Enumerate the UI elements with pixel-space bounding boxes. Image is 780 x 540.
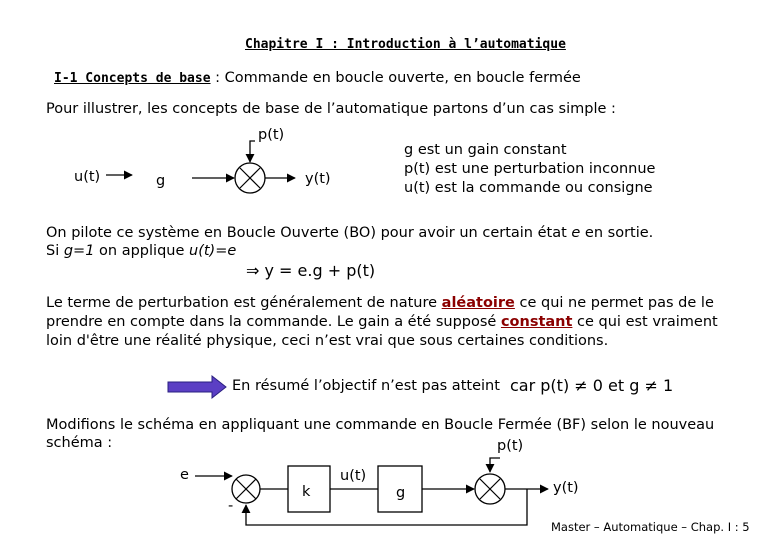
summing-junction-2 xyxy=(475,474,505,504)
diag1-g-label: g xyxy=(156,173,166,189)
summary-arrow-icon xyxy=(168,376,226,398)
bo-line-2-b: on applique xyxy=(94,243,189,259)
diag2-e-label: e xyxy=(180,467,189,483)
diag1-u-label: u(t) xyxy=(74,169,101,185)
diag1-y-label: y(t) xyxy=(305,171,331,187)
bo-u: u(t)=e xyxy=(189,243,237,259)
perturb-line-2 xyxy=(46,313,718,331)
summing-junction-1 xyxy=(235,163,265,193)
footer-text: Master – Automatique – Chap. I : 5 xyxy=(551,520,750,534)
bf-line-2: schéma : xyxy=(46,435,113,451)
summary-text: En résumé l’objectif n’est pas atteint xyxy=(232,378,500,394)
diag2-u-label: u(t) xyxy=(340,468,367,484)
section-subtitle: : Commande en boucle ouverte, en boucle fermée xyxy=(210,70,581,86)
bo-equation: ⇒ y = e.g + p(t) xyxy=(246,261,376,280)
constant-highlight: constant xyxy=(500,314,573,330)
perturb-line-2-b: ce qui est vraiment xyxy=(572,314,718,330)
p-input-arrow xyxy=(250,141,255,162)
legend-command: u(t) est la commande ou consigne xyxy=(404,180,653,196)
bo-g: g=1 xyxy=(63,243,95,259)
summary-condition: car p(t) ≠ 0 et g ≠ 1 xyxy=(510,376,674,395)
section-number-title: I-1 Concepts de base xyxy=(54,71,211,86)
diag2-g-label: g xyxy=(396,485,406,501)
chapter-title: Chapitre I : Introduction à l’automatique xyxy=(245,37,566,52)
bf-line-1: Modifions le schéma en appliquant une commande en Boucle Fermée (BF) selon le nouveau xyxy=(46,417,715,433)
perturb-line-3: loin d'être une réalité physique, ceci n’est vrai que sous certaines conditions. xyxy=(46,333,609,349)
diag2-y-label: y(t) xyxy=(553,480,579,496)
perturb-line-1-b: ce qui ne permet pas de le xyxy=(514,295,714,311)
perturb-line-1-a: Le terme de perturbation est généralement de nature xyxy=(46,295,442,311)
bo-line-1-a: On pilote ce système en Boucle Ouverte (BO) pour avoir un certain état xyxy=(46,225,572,241)
perturb-line-1 xyxy=(46,294,714,312)
intro-text: Pour illustrer, les concepts de base de l’automatique partons d’un cas simple : xyxy=(46,101,616,117)
bo-line-2 xyxy=(46,242,236,260)
p2-input-arrow xyxy=(490,458,500,472)
bo-line-1 xyxy=(46,224,653,242)
bo-e: e xyxy=(571,225,581,241)
bo-line-1-b: en sortie. xyxy=(580,225,654,241)
diag2-minus-label: - xyxy=(228,498,234,514)
diag1-p-label: p(t) xyxy=(258,127,285,143)
comparator-circle xyxy=(232,475,260,503)
aleatoire-highlight: aléatoire xyxy=(441,295,515,311)
diag2-p-label: p(t) xyxy=(497,438,524,454)
diag2-k-label: k xyxy=(302,484,311,500)
perturb-line-2-a: prendre en compte dans la commande. Le gain a été supposé xyxy=(46,314,501,330)
legend-perturbation: p(t) est une perturbation inconnue xyxy=(404,161,656,177)
legend-gain: g est un gain constant xyxy=(404,142,567,158)
bo-line-2-a: Si xyxy=(46,243,64,259)
